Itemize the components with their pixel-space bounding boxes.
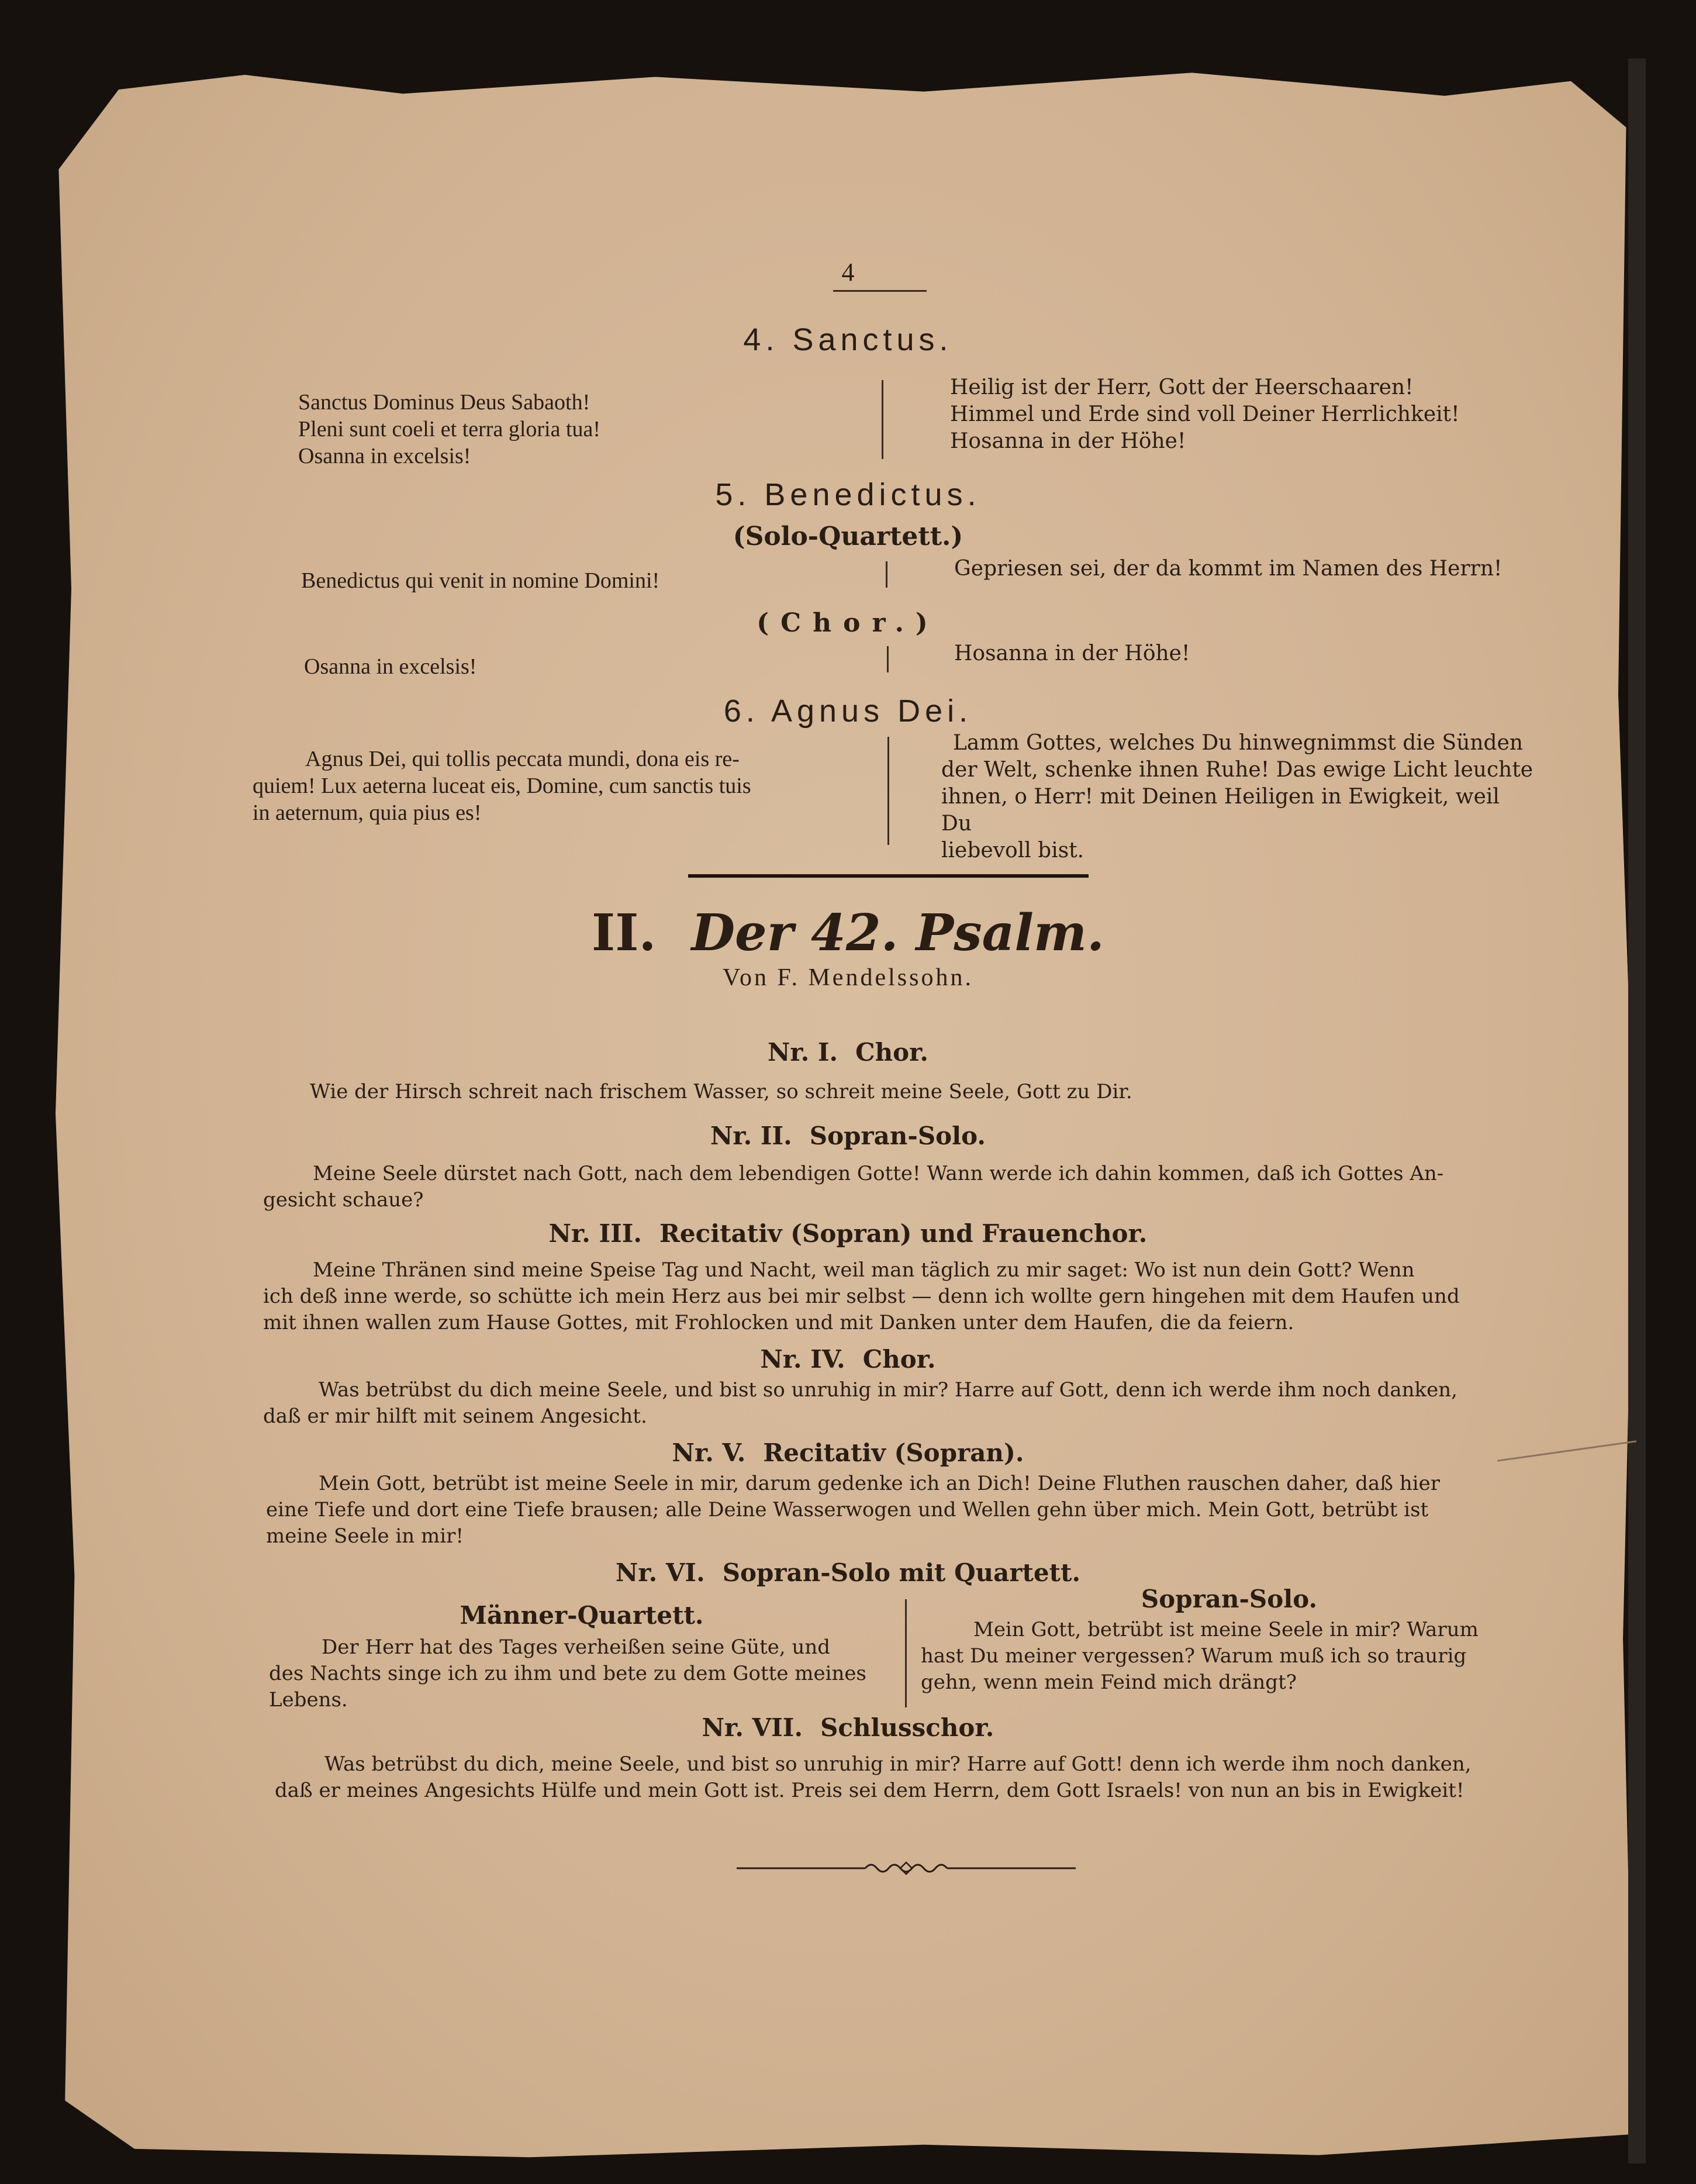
text-line: Mein Gott, betrübt ist meine Seele in mir? Warum [973, 1618, 1479, 1641]
text-line: ihnen, o Herr! mit Deinen Heiligen in Ewigkeit, weil Du [941, 785, 1500, 836]
closing-ornament [737, 1857, 1076, 1880]
text-line: des Nachts singe ich zu ihm und bete zu dem Gotte meines [269, 1662, 866, 1685]
text-line: in aeternum, quia pius es! [253, 801, 482, 825]
nr-title: Chor. [862, 1345, 936, 1374]
sopran-solo-text [921, 1617, 1535, 1696]
nr-5-heading [0, 1438, 1696, 1467]
text-line: Lamm Gottes, welches Du hinwegnimmst die Sünden [953, 731, 1524, 755]
text-line: daß er mir hilft mit seinem Angesicht. [263, 1405, 647, 1428]
nr-7-text [275, 1751, 1540, 1804]
nr-title: Chor. [855, 1038, 929, 1067]
nr-number: Nr. I. [767, 1038, 838, 1067]
text-line: liebevoll bist. [941, 839, 1084, 862]
text-line: Sanctus Dominus Deus Sabaoth! [298, 390, 590, 415]
nr-4-heading [0, 1345, 1696, 1374]
sanctus-german [950, 374, 1535, 455]
column-divider [886, 561, 887, 588]
nr-5-text [266, 1471, 1535, 1550]
text-line: hast Du meiner vergessen? Warum muß ich so traurig [921, 1644, 1467, 1668]
psalm-title [0, 903, 1696, 962]
nr-title: Sopran-Solo mit Quartett. [722, 1558, 1081, 1587]
text-line: Meine Thränen sind meine Speise Tag und Nacht, weil man täglich zu mir saget: Wo ist nun dein Gott? Wenn [313, 1258, 1415, 1282]
text-line: Der Herr hat des Tages verheißen seine Güte, und [322, 1636, 831, 1659]
section-numeral: II. [592, 903, 657, 962]
text-line: Osanna in excelsis! [298, 444, 471, 468]
page-number: 4 [841, 258, 855, 287]
nr-6-heading [0, 1558, 1696, 1587]
text-line: der Welt, schenke ihnen Ruhe! Das ewige Licht leuchte [941, 758, 1533, 782]
solo-quartett-heading: (Solo-Quartett.) [733, 522, 963, 551]
text-line: mit ihnen wallen zum Hause Gottes, mit Frohlocken und mit Danken unter dem Haufen, die da feiern. [263, 1311, 1294, 1334]
agnus-dei-title: 6. Agnus Dei. [723, 694, 973, 729]
nr-number: Nr. V. [672, 1438, 746, 1467]
section-rule [688, 874, 1089, 878]
agnus-dei-german [941, 730, 1535, 864]
nr-title: Recitativ (Sopran). [763, 1438, 1024, 1467]
text-line: Hosanna in der Höhe! [950, 429, 1186, 453]
nr-2-text [263, 1161, 1532, 1213]
text-line: Pleni sunt coeli et terra gloria tua! [298, 417, 601, 441]
benedictus-title: 5. Benedictus. [715, 477, 981, 512]
column-divider [905, 1599, 907, 1707]
benedictus-chor-latin: Osanna in excelsis! [304, 654, 477, 679]
nr-number: Nr. VII. [702, 1713, 803, 1742]
nr-title: Schlusschor. [820, 1713, 994, 1742]
nr-3-heading [0, 1219, 1696, 1248]
nr-1-text [310, 1079, 1362, 1105]
sanctus-latin [298, 389, 859, 470]
maenner-quartett-text [269, 1634, 892, 1713]
text-line: gehn, wenn mein Feind mich drängt? [921, 1671, 1297, 1694]
maenner-quartett-heading: Männer-Quartett. [460, 1601, 704, 1630]
text-line: daß er meines Angesichts Hülfe und mein Gott ist. Preis sei dem Herrn, dem Gott Israels! von nun an bis in Ewigkeit! [275, 1779, 1464, 1802]
text-line: meine Seele in mir! [266, 1524, 464, 1548]
text-line: Himmel und Erde sind voll Deiner Herrlichkeit! [950, 402, 1460, 426]
text-line: Lebens. [269, 1688, 348, 1712]
nr-number: Nr. VI. [615, 1558, 705, 1587]
nr-2-heading [0, 1122, 1696, 1150]
page-number-rule [833, 290, 927, 292]
benedictus-solo-latin: Benedictus qui venit in nomine Domini! [301, 568, 660, 593]
sopran-solo-heading: Sopran-Solo. [1141, 1585, 1318, 1613]
nr-number: Nr. II. [710, 1122, 792, 1150]
nr-number: Nr. III. [548, 1219, 643, 1248]
nr-number: Nr. IV. [760, 1345, 845, 1374]
text-line: ich deß inne werde, so schütte ich mein Herz aus bei mir selbst — denn ich wollte gern hingehen mit dem Haufen und [263, 1285, 1460, 1308]
text-line: Was betrübst du dich, meine Seele, und bist so unruhig in mir? Harre auf Gott! denn ich werde ihm noch danken, [324, 1752, 1472, 1776]
text-line: Heilig ist der Herr, Gott der Heerschaaren! [950, 375, 1414, 399]
text-line: Wie der Hirsch schreit nach frischem Wasser, so schreit meine Seele, Gott zu Dir. [310, 1080, 1132, 1103]
column-divider [887, 737, 889, 845]
agnus-dei-latin [253, 746, 872, 826]
text-line: quiem! Lux aeterna luceat eis, Domine, cum sanctis tuis [253, 774, 751, 798]
sanctus-title: 4. Sanctus. [743, 322, 953, 357]
column-divider [882, 380, 883, 459]
benedictus-chor-german: Hosanna in der Höhe! [954, 641, 1190, 665]
nr-4-text [263, 1377, 1532, 1430]
text-line: Was betrübst du dich meine Seele, und bist so unruhig in mir? Harre auf Gott, denn ich werde ihm noch danken, [319, 1378, 1457, 1402]
text-line: gesicht schaue? [263, 1188, 424, 1212]
nr-3-text [263, 1257, 1532, 1336]
text-line: Meine Seele dürstet nach Gott, nach dem lebendigen Gotte! Wann werde ich dahin kommen, daß ich Gottes An- [313, 1162, 1444, 1185]
nr-title: Sopran-Solo. [809, 1122, 986, 1150]
nr-1-heading [0, 1038, 1696, 1067]
column-divider [887, 646, 889, 672]
nr-7-heading [0, 1713, 1696, 1742]
psalm-name: Der 42. Psalm. [691, 903, 1104, 962]
psalm-author: Von F. Mendelssohn. [723, 964, 973, 991]
benedictus-solo-german: Gepriesen sei, der da kommt im Namen des Herrn! [954, 557, 1502, 581]
chor-heading: (Chor.) [757, 608, 939, 638]
text-line: Agnus Dei, qui tollis peccata mundi, dona eis re- [305, 747, 740, 771]
text-line: eine Tiefe und dort eine Tiefe brausen; alle Deine Wasserwogen und Wellen gehn über mich. Mein Gott, betrübt ist [266, 1498, 1429, 1521]
text-line: Mein Gott, betrübt ist meine Seele in mir, darum gedenke ich an Dich! Deine Fluthen rauschen daher, daß hier [319, 1472, 1440, 1495]
page-edge [1628, 58, 1646, 2164]
nr-title: Recitativ (Sopran) und Frauenchor. [659, 1219, 1148, 1248]
